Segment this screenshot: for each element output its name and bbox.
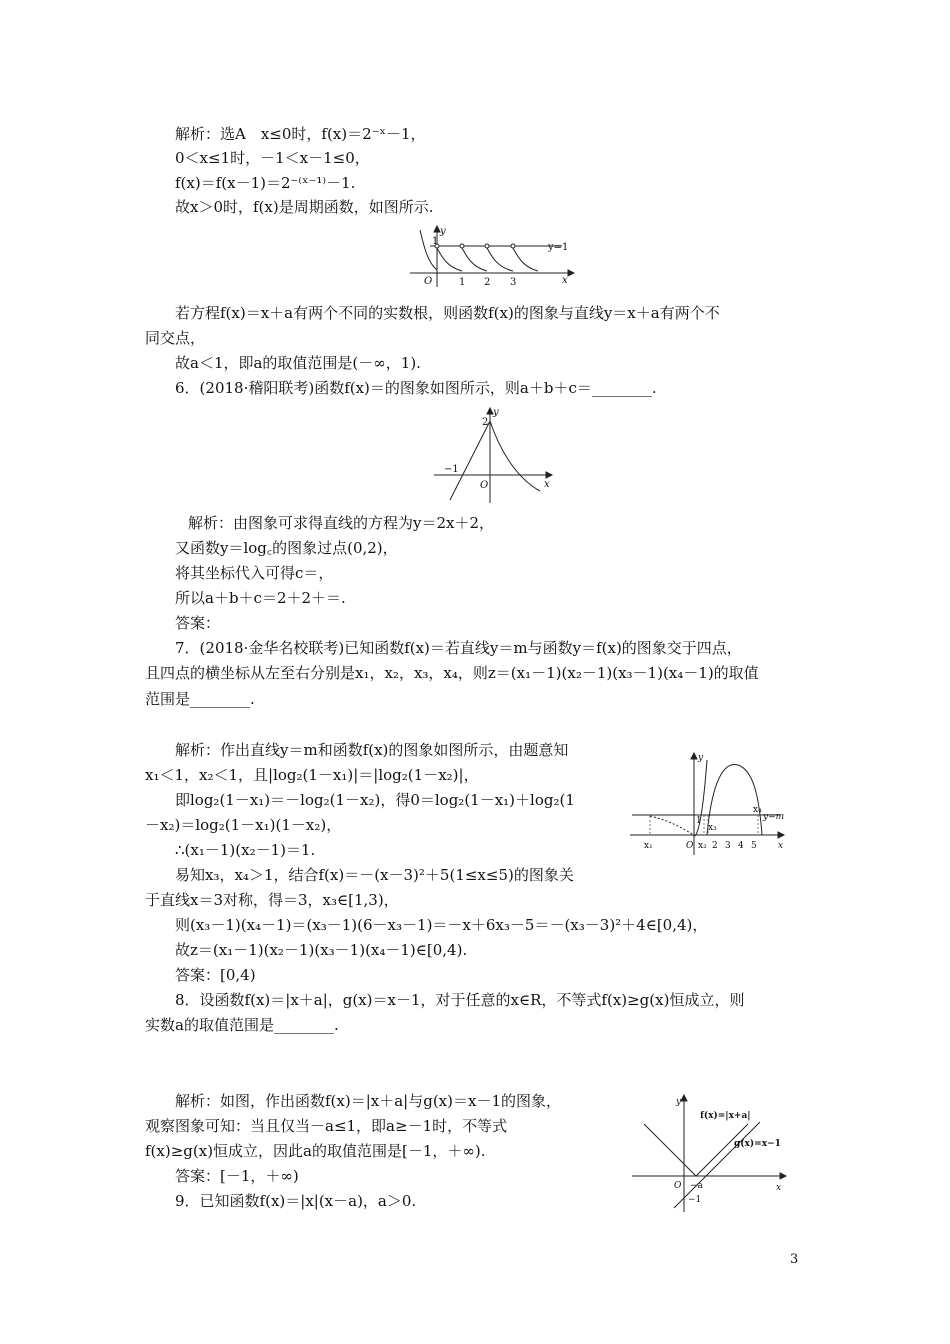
text-line: 答案： bbox=[175, 614, 221, 632]
text-line: 则(x₃－1)(x₄－1)＝(x₃－1)(6－x₃－1)＝－x＋6x₃－5＝－(x₃－3)²＋4∈[0,4)， bbox=[175, 916, 708, 934]
figure-log-and-parabola bbox=[628, 750, 788, 860]
tick-label: 1 bbox=[432, 236, 439, 247]
text-line: 将其坐标代入可得c＝， bbox=[175, 564, 334, 582]
text-line: f(x)≥g(x)恒成立，因此a的取值范围是[－1，＋∞). bbox=[145, 1142, 486, 1160]
text-line: 观察图象可知：当且仅当－a≤1，即a≥－1时，不等式 bbox=[145, 1117, 508, 1135]
text-line: 于直线x＝3对称，得＝3，x₃∈[1,3)， bbox=[145, 891, 399, 909]
y-axis-label: y bbox=[493, 407, 499, 418]
text-line: 7．(2018·金华名校联考)已知函数f(x)＝若直线y＝m与函数y＝f(x)的图象交于四点， bbox=[175, 639, 742, 657]
text-line: 若方程f(x)＝x＋a有两个不同的实数根，则函数f(x)的图象与直线y＝x＋a有两个不 bbox=[175, 304, 720, 322]
tick-label: 2 bbox=[482, 417, 489, 428]
y-axis-label: y bbox=[676, 1097, 682, 1107]
text-line: 范围是________. bbox=[145, 690, 255, 708]
x-axis-label: x bbox=[544, 479, 550, 490]
tick-label: 2 bbox=[484, 277, 491, 288]
page-number: 3 bbox=[790, 1252, 799, 1267]
figure-periodic-function bbox=[410, 225, 575, 290]
tick-label: −1 bbox=[444, 464, 459, 475]
text-line: 又函数y＝log꜀的图象过点(0,2)， bbox=[175, 539, 398, 557]
y-axis-label: y bbox=[440, 226, 446, 237]
x-axis-label: x bbox=[778, 841, 784, 851]
origin-label: O bbox=[674, 1181, 682, 1191]
text-line: 解析：选A x≤0时，f(x)＝2⁻ˣ－1， bbox=[175, 125, 426, 143]
x-axis-label: x bbox=[562, 275, 568, 286]
point-label: x₂ bbox=[698, 841, 707, 851]
figure-abs-and-line bbox=[630, 1090, 790, 1215]
text-line: 实数a的取值范围是________. bbox=[145, 1016, 339, 1034]
text-line: 8．设函数f(x)＝|x＋a|，g(x)＝x－1，对于任意的x∈R，不等式f(x)≥g(x)恒成立，则 bbox=[175, 991, 745, 1009]
text-line: －x₂)＝log₂(1－x₁)(1－x₂)， bbox=[145, 816, 342, 834]
text-line: 答案：[0,4) bbox=[175, 966, 256, 984]
text-line: f(x)＝f(x－1)＝2⁻⁽ˣ⁻¹⁾－1. bbox=[175, 174, 356, 192]
text-line: ∴(x₁－1)(x₂－1)＝1. bbox=[175, 841, 316, 859]
text-line: 解析：由图象可求得直线的方程为y＝2x＋2， bbox=[188, 514, 495, 532]
function-label: g(x)=x−1 bbox=[734, 1139, 781, 1149]
figure-line-and-log bbox=[432, 405, 557, 505]
text-line: 答案：[－1，＋∞) bbox=[175, 1167, 299, 1185]
point-label: x₄ bbox=[753, 805, 762, 815]
tick-label: 4 bbox=[738, 841, 744, 851]
text-line: 且四点的横坐标从左至右分别是x₁，x₂，x₃，x₄，则z＝(x₁－1)(x₂－1)(x₃－1)(x₄－1)的取值 bbox=[145, 664, 759, 682]
text-line: 6．(2018·稽阳联考)函数f(x)＝的图象如图所示，则a＋b＋c＝________. bbox=[175, 379, 657, 397]
line-label: y=m bbox=[763, 812, 785, 822]
text-line: 解析：作出直线y＝m和函数f(x)的图象如图所示，由题意知 bbox=[175, 741, 569, 759]
tick-label: 1 bbox=[459, 277, 466, 288]
point-label: x₁ bbox=[644, 841, 653, 851]
text-line: 故x＞0时，f(x)是周期函数，如图所示. bbox=[175, 198, 434, 216]
origin-label: O bbox=[686, 841, 694, 851]
text-line: 易知x₃，x₄＞1，结合f(x)＝－(x－3)²＋5(1≤x≤5)的图象关 bbox=[175, 866, 574, 884]
point-label: x₃ bbox=[708, 823, 717, 833]
x-axis-label: x bbox=[776, 1183, 782, 1193]
y-axis-label: y bbox=[698, 753, 704, 763]
text-line: 即log₂(1－x₁)＝－log₂(1－x₂)，得0＝log₂(1－x₁)＋log₂(1 bbox=[175, 791, 575, 809]
text-line: x₁＜1，x₂＜1，且|log₂(1－x₁)|＝|log₂(1－x₂)|， bbox=[145, 766, 479, 784]
origin-label: O bbox=[424, 276, 433, 287]
point-label: −a bbox=[690, 1181, 703, 1191]
tick-label: 1 bbox=[696, 816, 702, 826]
text-line: 所以a＋b＋c＝2＋2＋＝. bbox=[175, 589, 346, 607]
tick-label: 3 bbox=[510, 277, 517, 288]
text-line: 0＜x≤1时，－1＜x－1≤0， bbox=[175, 149, 370, 167]
text-line: 故z＝(x₁－1)(x₂－1)(x₃－1)(x₄－1)∈[0,4). bbox=[175, 941, 468, 959]
line-label: y=1 bbox=[548, 242, 569, 253]
function-label: f(x)=|x+a| bbox=[700, 1111, 751, 1121]
text-line: 故a＜1，即a的取值范围是(－∞，1). bbox=[175, 354, 421, 372]
tick-label: 2 bbox=[712, 841, 718, 851]
tick-label: 5 bbox=[751, 841, 757, 851]
text-line: 同交点， bbox=[145, 329, 206, 347]
text-line: 解析：如图，作出函数f(x)＝|x＋a|与g(x)＝x－1的图象， bbox=[175, 1092, 561, 1110]
tick-label: 3 bbox=[725, 841, 731, 851]
text-line: 9．已知函数f(x)＝|x|(x－a)，a＞0. bbox=[175, 1192, 417, 1210]
origin-label: O bbox=[480, 480, 489, 491]
point-label: −1 bbox=[688, 1195, 702, 1205]
